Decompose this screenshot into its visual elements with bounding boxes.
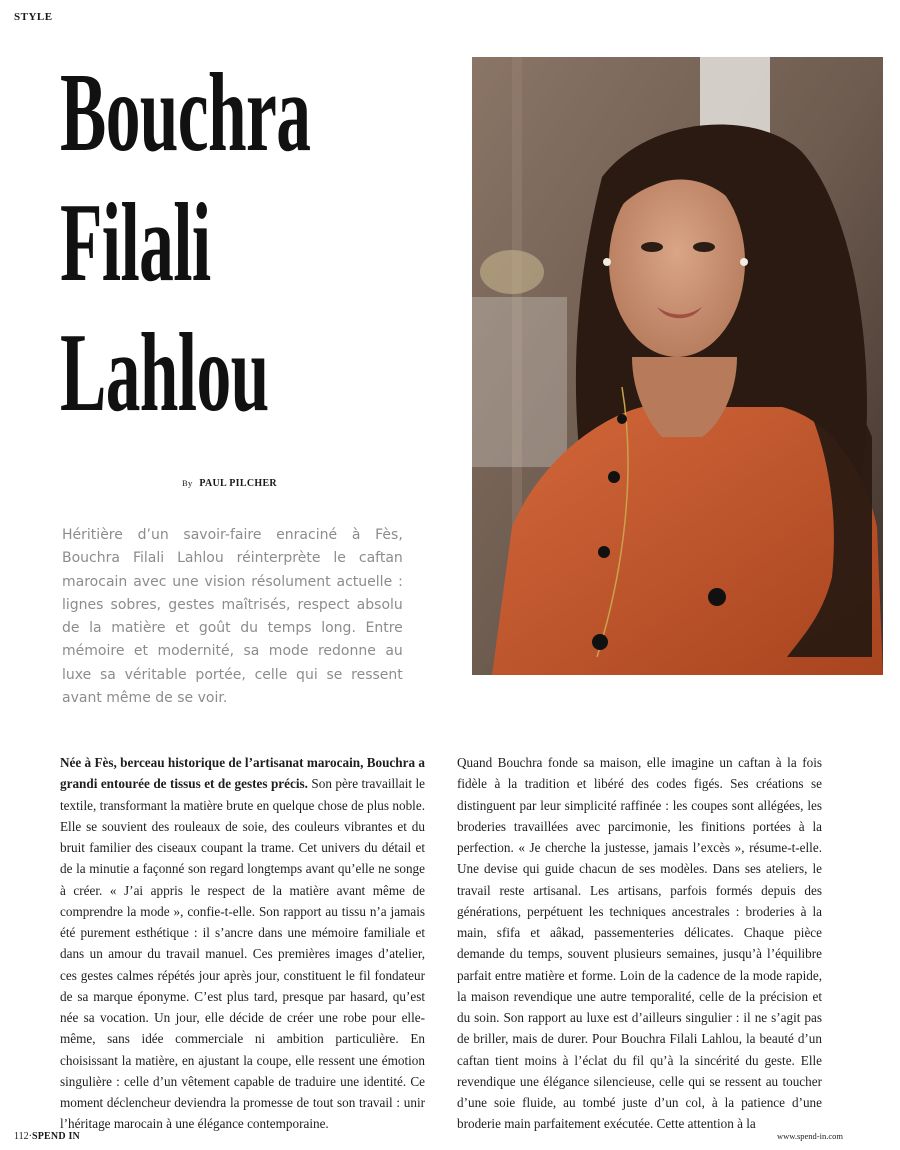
article-title (60, 48, 400, 438)
byline (182, 478, 277, 489)
portrait-illustration (472, 57, 883, 675)
portrait-photo (472, 57, 883, 675)
flower-bouquet (480, 250, 544, 294)
body-text-right: Quand Bouchra fonde sa maison, elle imagine un caftan à la fois fidèle à la tradition et libéré des codes figés. Ses créations se distinguent par leur simplicité raffinée : les coupes sont allégées, les broderies travaillées avec parcimonie, les finitions portées à la perfection. « Je cherche la justesse, jamais l’excès », résume-t-elle. Une devise qui guide chacun de ses modèles. Dans ses ateliers, le travail reste artisanal. Les artisans, parfois formés depuis des générations, perpétuent les techniques ancestrales : broderies à la main, sfifa et aâkad, passementeries délicates. Chaque pièce demande du temps, souvent plusieurs semaines, jusqu’à l’équilibre parfait entre matière et forme. Loin de la cadence de la mode rapide, la maison revendique une autre temporalité, celle de la précision et du soin. Son rapport au luxe est d’ailleurs singulier : il ne s’agit pas de briller, mais de durer. Pour Bouchra Filali Lahlou, la beauté d’un caftan tient moins à l’éclat du fil qu’à la sincérité du geste. Elle revendique une élégance silencieuse, celle qui se ressent au toucher d’une soie fluide, au tombé juste d’un col, à la patience d’une broderie main parfaitement exécutée. Cette attention à la (457, 755, 822, 1132)
body-column-right (457, 752, 822, 1135)
title-line-2: Filali (60, 181, 211, 305)
section-label: STYLE (14, 11, 53, 23)
folio (14, 1131, 80, 1142)
body-text-left: Son père travaillait le textile, transformant la matière brute en quelque chose de plus noble. Elle se souvient des rouleaux de soie, des couleurs vibrantes et du bruit familier des ciseaux coupant la trame. Cet univers du détail et de la minutie a façonné son regard longtemps avant qu’elle ne songe à créer. « J’ai appris le respect de la matière avant même de comprendre la mode », confie-t-elle. Son rapport au tissu n’a jamais été purement esthétique : il s’ancre dans une mémoire familiale et dans un amour du travail manuel. Ces premières images d’atelier, ces gestes calmes répétés jour après jour, constituent le fil fondateur de sa marque éponyme. C’est plus tard, presque par hasard, qu’est née sa vocation. Un jour, elle décide de créer une robe pour elle-même, sans idée commerciale ni ambition particulière. En choisissant la matière, en ajustant la coupe, elle ressent une émotion singulière : celle d’un vêtement capable de traduire une identité. Ce moment déclencheur deviendra la promesse de tout son travail : unir l’héritage marocain à une élégance contemporaine. (60, 776, 425, 1132)
magazine-brand: SPEND IN (31, 1131, 80, 1142)
body-paragraph-left (60, 752, 425, 1135)
title-line-3: Lahlou (60, 311, 269, 435)
title-line-1: Bouchra (60, 51, 311, 175)
page-number: 112 (14, 1131, 29, 1142)
byline-prefix: By (182, 478, 193, 488)
lead-sentence: Née à Fès, berceau historique de l’artisanat marocain, Bouchra a grandi entourée de tissus et de gestes précis. (60, 755, 425, 792)
website-url: www.spend-in.com (776, 1131, 843, 1141)
body-column-left (60, 752, 425, 1135)
byline-author: PAUL PILCHER (199, 478, 277, 489)
folio-separator: · (28, 1131, 32, 1142)
standfirst: Héritière d’un savoir-faire enraciné à Fès, Bouchra Filali Lahlou réinterprète le caftan marocain avec une vision résolument actuelle : lignes sobres, gestes maîtrisés, respect absolu de la matière et goût du temps long. Entre mémoire et modernité, sa mode redonne au luxe sa véritable portée, celle qui se ressent avant même de se voir. (62, 526, 403, 707)
